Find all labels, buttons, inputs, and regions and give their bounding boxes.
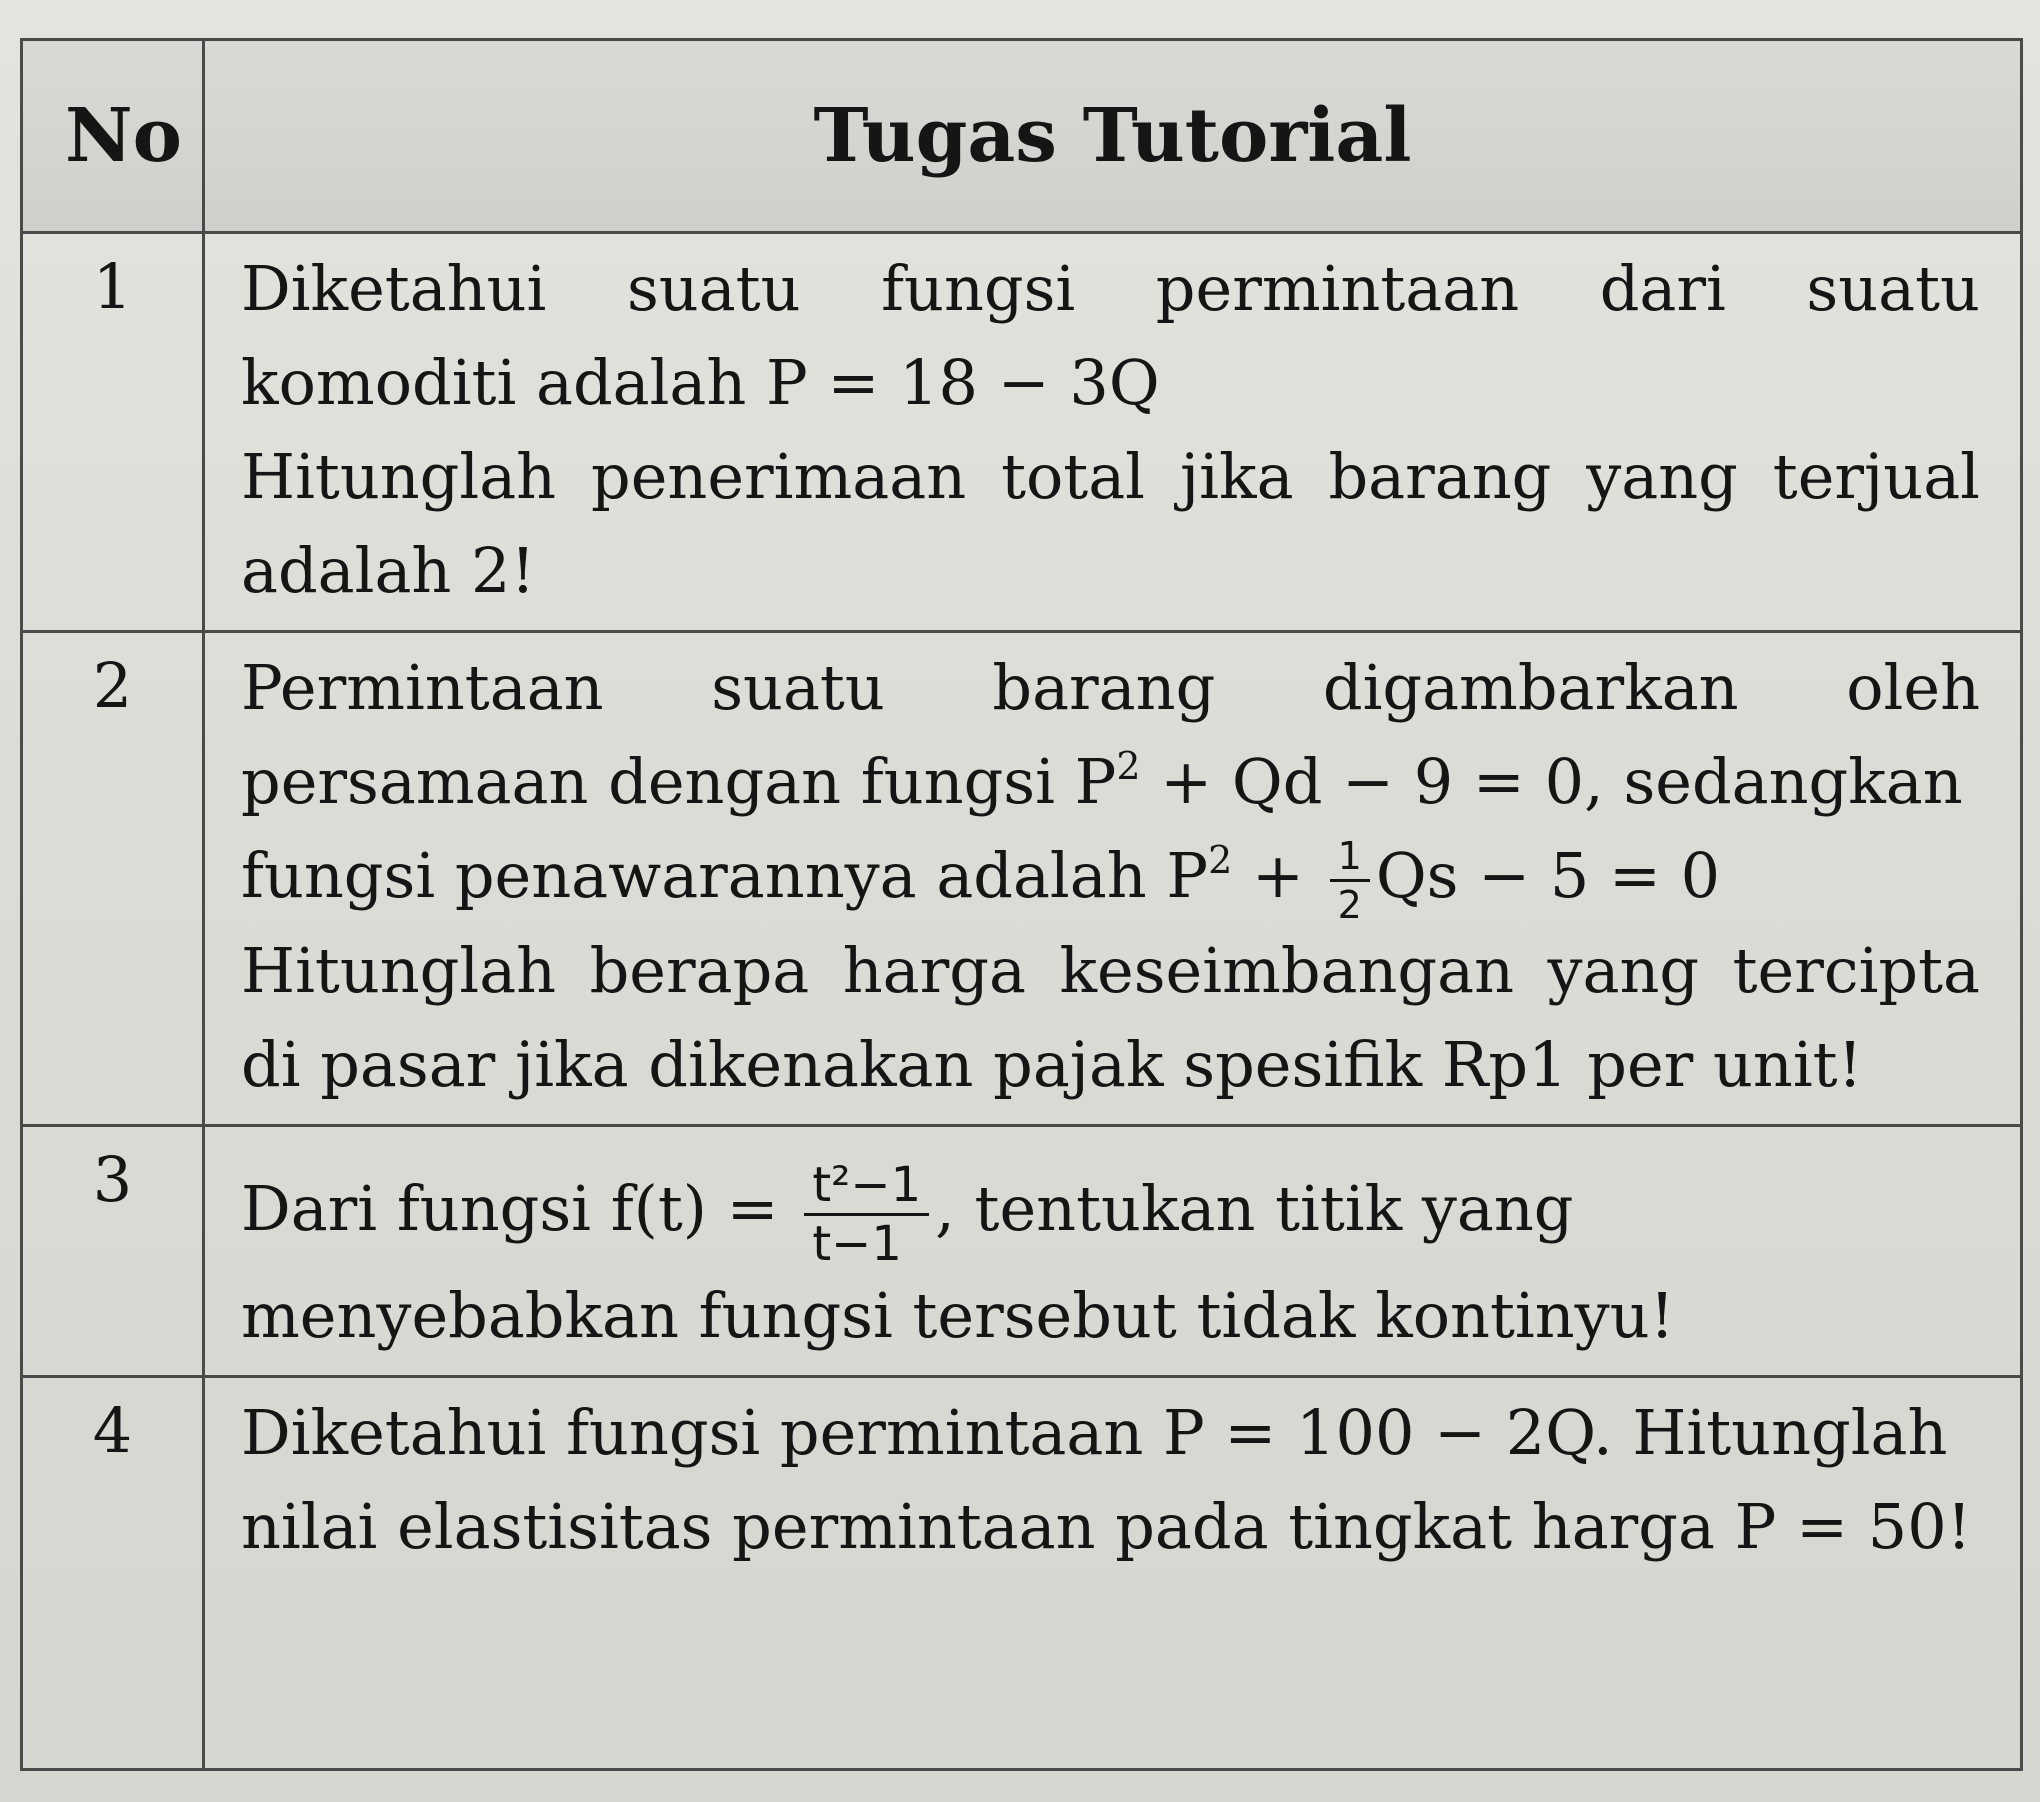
table-row	[22, 1377, 2022, 1770]
fraction	[1330, 834, 1370, 928]
task-line: Hitunglah penerimaan total jika barang yang terjual	[241, 440, 1980, 513]
task-line	[241, 735, 1980, 829]
tutorial-table	[20, 38, 2023, 1771]
task-line: Diketahui suatu fungsi permintaan dari suatu	[241, 252, 1980, 325]
fraction-denominator: 2	[1337, 883, 1362, 928]
exponent: 2	[1208, 838, 1233, 882]
task-line: menyebabkan fungsi tersebut tidak kontinyu!	[241, 1279, 1675, 1353]
text-run: +	[1232, 839, 1324, 912]
task-line: Hitunglah berapa harga keseimbangan yang tercipta	[241, 934, 1980, 1008]
header-no: No	[22, 40, 204, 233]
row-number: 3	[22, 1126, 204, 1377]
fraction-numerator: 1	[1330, 837, 1370, 882]
text-run: Dari fungsi f(t) =	[241, 1172, 799, 1246]
task-line: adalah 2!	[241, 534, 536, 607]
task-line: komoditi adalah P = 18 − 3Q	[241, 346, 1160, 419]
task-line	[241, 1149, 1980, 1272]
fraction	[804, 1156, 929, 1272]
table-row	[22, 1126, 2022, 1377]
table-row	[22, 632, 2022, 1126]
exponent: 2	[1116, 744, 1141, 788]
text-run: Qs − 5 = 0	[1375, 839, 1721, 912]
row-number: 4	[22, 1377, 204, 1770]
text-run: + Qd − 9 = 0, sedangkan	[1140, 745, 1963, 818]
header-title: Tugas Tutorial	[204, 40, 2022, 233]
task-line: nilai elastisitas permintaan pada tingkat harga P = 50!	[241, 1490, 1972, 1564]
text-run: fungsi penawarannya adalah P	[241, 839, 1209, 912]
table-header-row	[22, 40, 2022, 233]
task-text	[204, 632, 2022, 1126]
row-number: 1	[22, 233, 204, 632]
task-line: di pasar jika dikenakan pajak spesifik Rp1 per unit!	[241, 1028, 1863, 1102]
row-number: 2	[22, 632, 204, 1126]
task-text	[204, 1377, 2022, 1770]
fraction-denominator: t−1	[812, 1215, 902, 1272]
text-run: persamaan dengan fungsi P	[241, 745, 1117, 818]
task-text	[204, 1126, 2022, 1377]
task-text	[204, 233, 2022, 632]
task-line	[241, 829, 1980, 928]
table-row	[22, 233, 2022, 632]
text-run: , tentukan titik yang	[935, 1172, 1574, 1246]
fraction-numerator: t²−1	[804, 1161, 929, 1216]
task-line: Diketahui fungsi permintaan P = 100 − 2Q. Hitunglah	[241, 1396, 1948, 1470]
task-line: Permintaan suatu barang digambarkan oleh	[241, 651, 1980, 724]
